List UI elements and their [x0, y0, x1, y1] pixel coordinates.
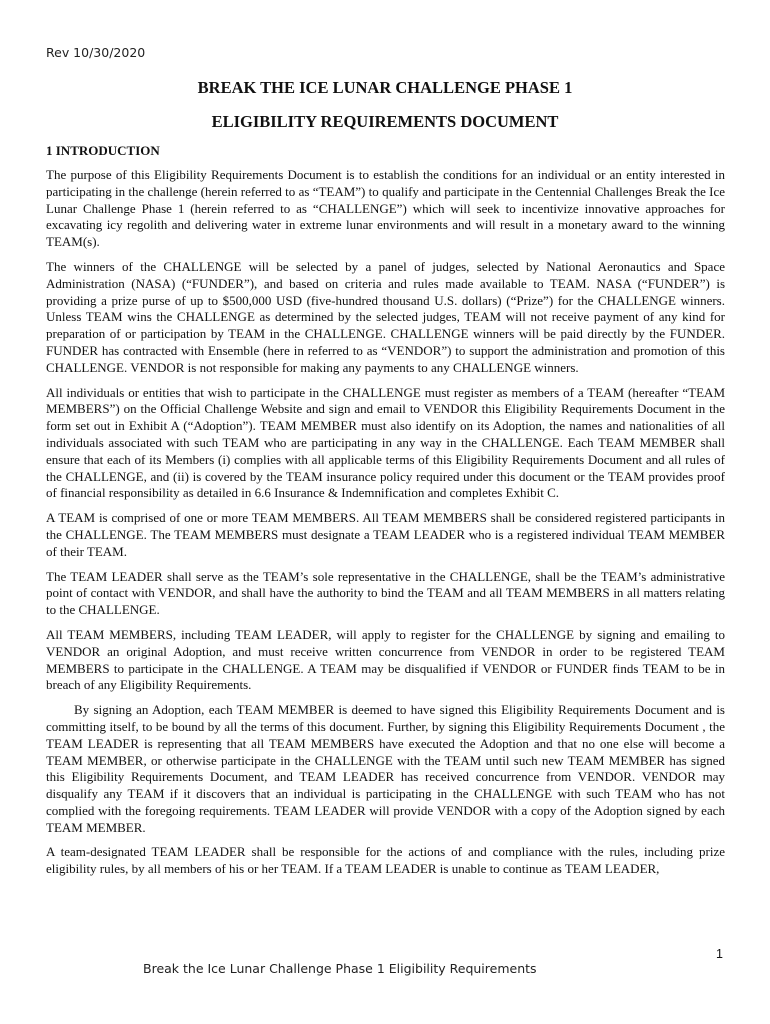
paragraph-apply: All TEAM MEMBERS, including TEAM LEADER, will apply to register for the CHALLENGE by signing and emailing to VENDOR an original Adoption, and must receive written concurrence from VENDOR in order to be registered TEAM MEMBERS to participate in the CHALLENGE. A TEAM may be disqualified if VENDOR or FUNDER finds TEAM to be in breach of any Eligibility Requirements. — [46, 626, 725, 693]
document-subtitle: ELIGIBILITY REQUIREMENTS DOCUMENT — [211, 112, 559, 131]
page-footer: Break the Ice Lunar Challenge Phase 1 Eligibility Requirements — [143, 961, 537, 976]
page-number: 1 — [716, 947, 723, 961]
revision-date: Rev 10/30/2020 — [46, 45, 146, 60]
paragraph-team-leader: The TEAM LEADER shall serve as the TEAM’s sole representative in the CHALLENGE, shall be the TEAM’s administrative point of contact with VENDOR, and shall have the authority to bind the TEAM and all TEAM MEMBERS in all matters relating to the CHALLENGE. — [46, 568, 725, 618]
document-body — [46, 167, 725, 886]
section-heading: 1 INTRODUCTION — [46, 143, 160, 158]
document-title: BREAK THE ICE LUNAR CHALLENGE PHASE 1 — [197, 78, 573, 97]
paragraph-team-composition: A TEAM is comprised of one or more TEAM MEMBERS. All TEAM MEMBERS shall be considered registered participants in the CHALLENGE. The TEAM MEMBERS must designate a TEAM LEADER who is a registered individual TEAM MEMBER of their TEAM. — [46, 510, 725, 559]
paragraph-registration: All individuals or entities that wish to participate in the CHALLENGE must register as members of a TEAM (hereafter “TEAM MEMBERS”) on the Official Challenge Website and sign and email to VENDOR this Eligibility Requirements Document in the form set out in Exhibit A (“Adoption”). TEAM MEMBER must also identify on its Adoption, the names and nationalities of all individuals associated with such TEAM who are participating in any way in the CHALLENGE. Each TEAM MEMBER shall ensure that each of its Members (i) complies with all applicable terms of this Eligibility Requirements Document and all rules of the CHALLENGE, and (ii) is covered by the TEAM insurance policy required under this document or the TEAM provides proof of financial responsibility as detailed in 6.6 Insurance & Indemnification and completes Exhibit C. — [46, 384, 725, 501]
paragraph-purpose: The purpose of this Eligibility Requirements Document is to establish the conditions for an individual or an entity interested in participating in the challenge (herein referred to as “TEAM”) to qualify and participate in the Centennial Challenges Break the Ice Lunar Challenge Phase 1 (herein referred to as “CHALLENGE”) which will seek to incentivize innovative approaches for excavating icy regolith and delivering water in extreme lunar environments and will result in a monetary award to the winning TEAM(s). — [46, 167, 725, 250]
paragraph-responsibility: A team-designated TEAM LEADER shall be responsible for the actions of and compliance with the rules, including prize eligibility rules, by all members of his or her TEAM. If a TEAM LEADER is unable to continue as TEAM LEADER, — [46, 844, 725, 877]
paragraph-winners: The winners of the CHALLENGE will be selected by a panel of judges, selected by National Aeronautics and Space Administration (NASA) (“FUNDER”), and based on criteria and rules made available to TEAM. NASA (“FUNDER”) is providing a prize purse of up to $500,000 USD (five-hundred thousand U.S. dollars) (“Prize”) for the CHALLENGE winners. Unless TEAM wins the CHALLENGE as determined by the selected judges, TEAM will not receive payment of any kind for preparation of or participation by TEAM in the CHALLENGE. CHALLENGE winners will be paid directly by the FUNDER. FUNDER has contracted with Ensemble (here in referred to as “VENDOR”) to support the administration and promotion of this CHALLENGE. VENDOR is not responsible for making any payments to any CHALLENGE winners. — [46, 258, 725, 375]
paragraph-adoption: By signing an Adoption, each TEAM MEMBER is deemed to have signed this Eligibility Requirements Document and is committing itself, to be bound by all the terms of this document. Further, by signing this Eligibility Requirements Document , the TEAM LEADER is representing that all TEAM MEMBERS have executed the Adoption and that no one else will become a TEAM MEMBER, or otherwise participate in the CHALLENGE with the TEAM until such new TEAM MEMBER has signed this Eligibility Requirements Document, and TEAM LEADER has received concurrence from VENDOR. VENDOR may disqualify any TEAM if it discovers that an individual is participating in the CHALLENGE with such TEAM who has not complied with the foregoing requirements. TEAM LEADER will provide VENDOR with a copy of the Adoption signed by each TEAM MEMBER. — [46, 702, 725, 835]
